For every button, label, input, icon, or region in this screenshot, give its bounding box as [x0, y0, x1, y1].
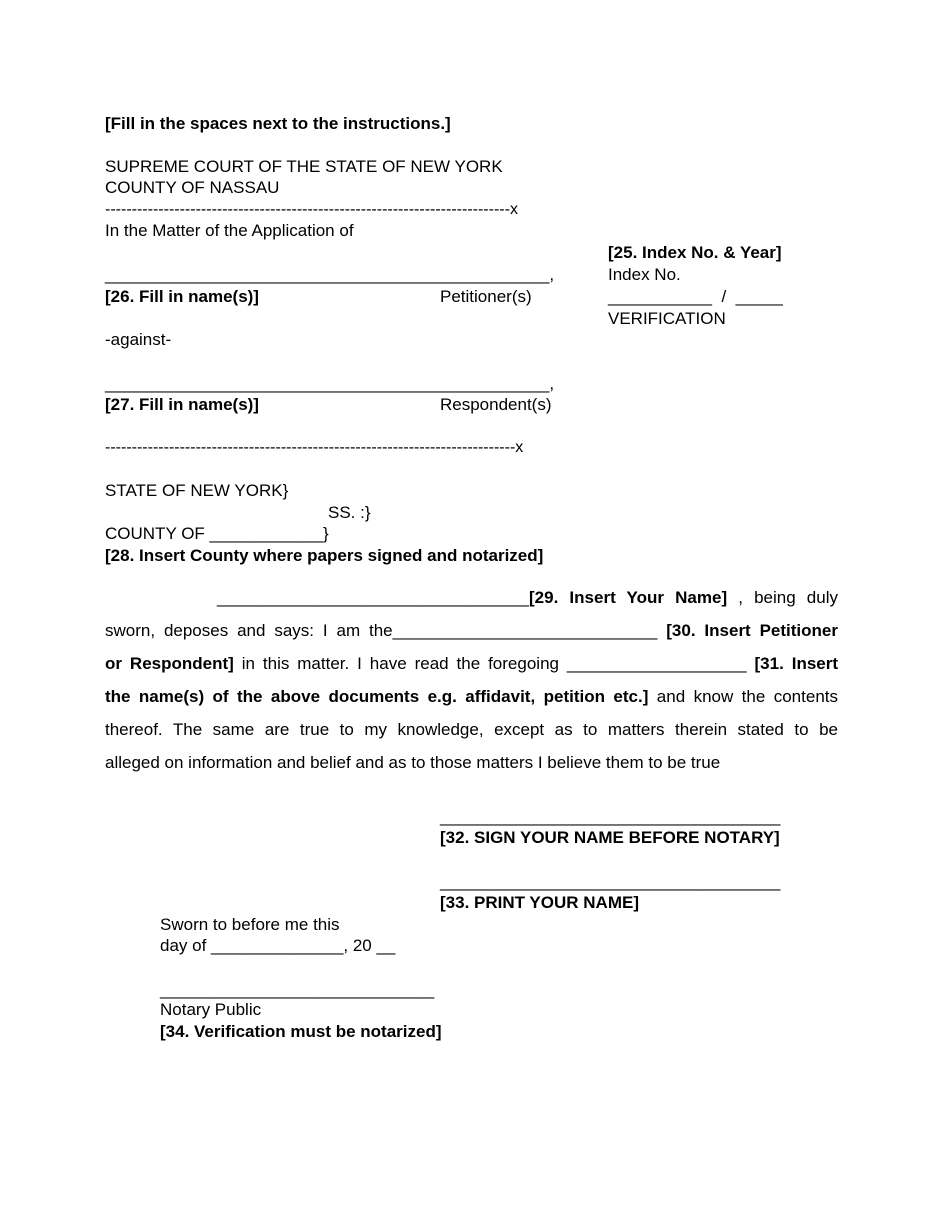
document-title: VERIFICATION — [608, 309, 726, 328]
paragraph-line-2 — [105, 620, 838, 642]
respondent-instruction: [27. Fill in name(s)] — [105, 395, 259, 414]
respondent-name-field[interactable]: _______________________________________________, — [105, 374, 555, 393]
matter-of: In the Matter of the Application of — [105, 221, 354, 240]
index-instruction: [25. Index No. & Year] — [608, 243, 782, 262]
paragraph-text: sworn, deposes and says: I am the — [105, 621, 393, 640]
venue-instruction: [28. Insert County where papers signed and notarized] — [105, 546, 544, 565]
printed-name-instruction: [33. PRINT YOUR NAME] — [440, 893, 639, 912]
petitioner-role: Petitioner(s) — [440, 287, 532, 306]
against-label: -against- — [105, 330, 172, 349]
your-name-field[interactable]: _________________________________ — [217, 588, 530, 607]
caption-rule-top: ----------------------------------------------------------------------------x — [105, 201, 518, 218]
respondent-role: Respondent(s) — [440, 395, 552, 414]
venue-state: STATE OF NEW YORK} — [105, 481, 289, 500]
jurat-sworn: Sworn to before me this — [160, 915, 340, 934]
paragraph-text: , being duly — [727, 588, 838, 607]
instructions-header: [Fill in the spaces next to the instructions.] — [105, 114, 451, 133]
document-names-field[interactable]: ___________________ — [566, 654, 747, 673]
signature-field[interactable]: ____________________________________ — [440, 807, 781, 826]
jurat-date-field[interactable]: day of ______________, 20 __ — [160, 936, 396, 955]
printed-name-field[interactable]: ____________________________________ — [440, 872, 781, 891]
notary-instruction: [34. Verification must be notarized] — [160, 1022, 442, 1041]
court-name-line2: COUNTY OF NASSAU — [105, 178, 280, 197]
role-instruction: [30. Insert Petitioner — [666, 621, 838, 640]
paragraph-line-1 — [105, 587, 838, 609]
index-label: Index No. — [608, 265, 681, 284]
documents-instruction-cont: the name(s) of the above documents e.g. affidavit, petition etc.] — [105, 687, 649, 706]
petitioner-instruction: [26. Fill in name(s)] — [105, 287, 259, 306]
name-instruction: [29. Insert Your Name] — [529, 588, 728, 607]
paragraph-text: in this matter. I have read the foregoing — [233, 654, 559, 673]
venue-ss: SS. :} — [328, 503, 371, 522]
documents-instruction: [31. Insert — [754, 654, 839, 673]
role-instruction-cont: or Respondent] — [105, 654, 234, 673]
petitioner-name-field[interactable]: _______________________________________________, — [105, 265, 555, 284]
court-name-line1: SUPREME COURT OF THE STATE OF NEW YORK — [105, 157, 503, 176]
notary-signature-field[interactable]: _____________________________ — [160, 980, 435, 999]
caption-rule-bottom: -----------------------------------------------------------------------------x — [105, 439, 524, 456]
party-role-field[interactable]: ____________________________ — [392, 621, 658, 640]
paragraph-line-3 — [105, 653, 838, 675]
notary-label: Notary Public — [160, 1000, 262, 1019]
paragraph-line-4 — [105, 686, 838, 708]
paragraph-line-6: alleged on information and belief and as to those matters I believe them to be true — [105, 753, 721, 772]
signature-instruction: [32. SIGN YOUR NAME BEFORE NOTARY] — [440, 828, 780, 847]
venue-county-field[interactable]: COUNTY OF ____________} — [105, 524, 329, 543]
paragraph-line-5: thereof. The same are true to my knowledge, except as to matters therein stated to be — [105, 720, 838, 739]
paragraph-text: and know the contents — [648, 687, 838, 706]
index-number-field[interactable]: ___________ / _____ — [608, 287, 783, 306]
